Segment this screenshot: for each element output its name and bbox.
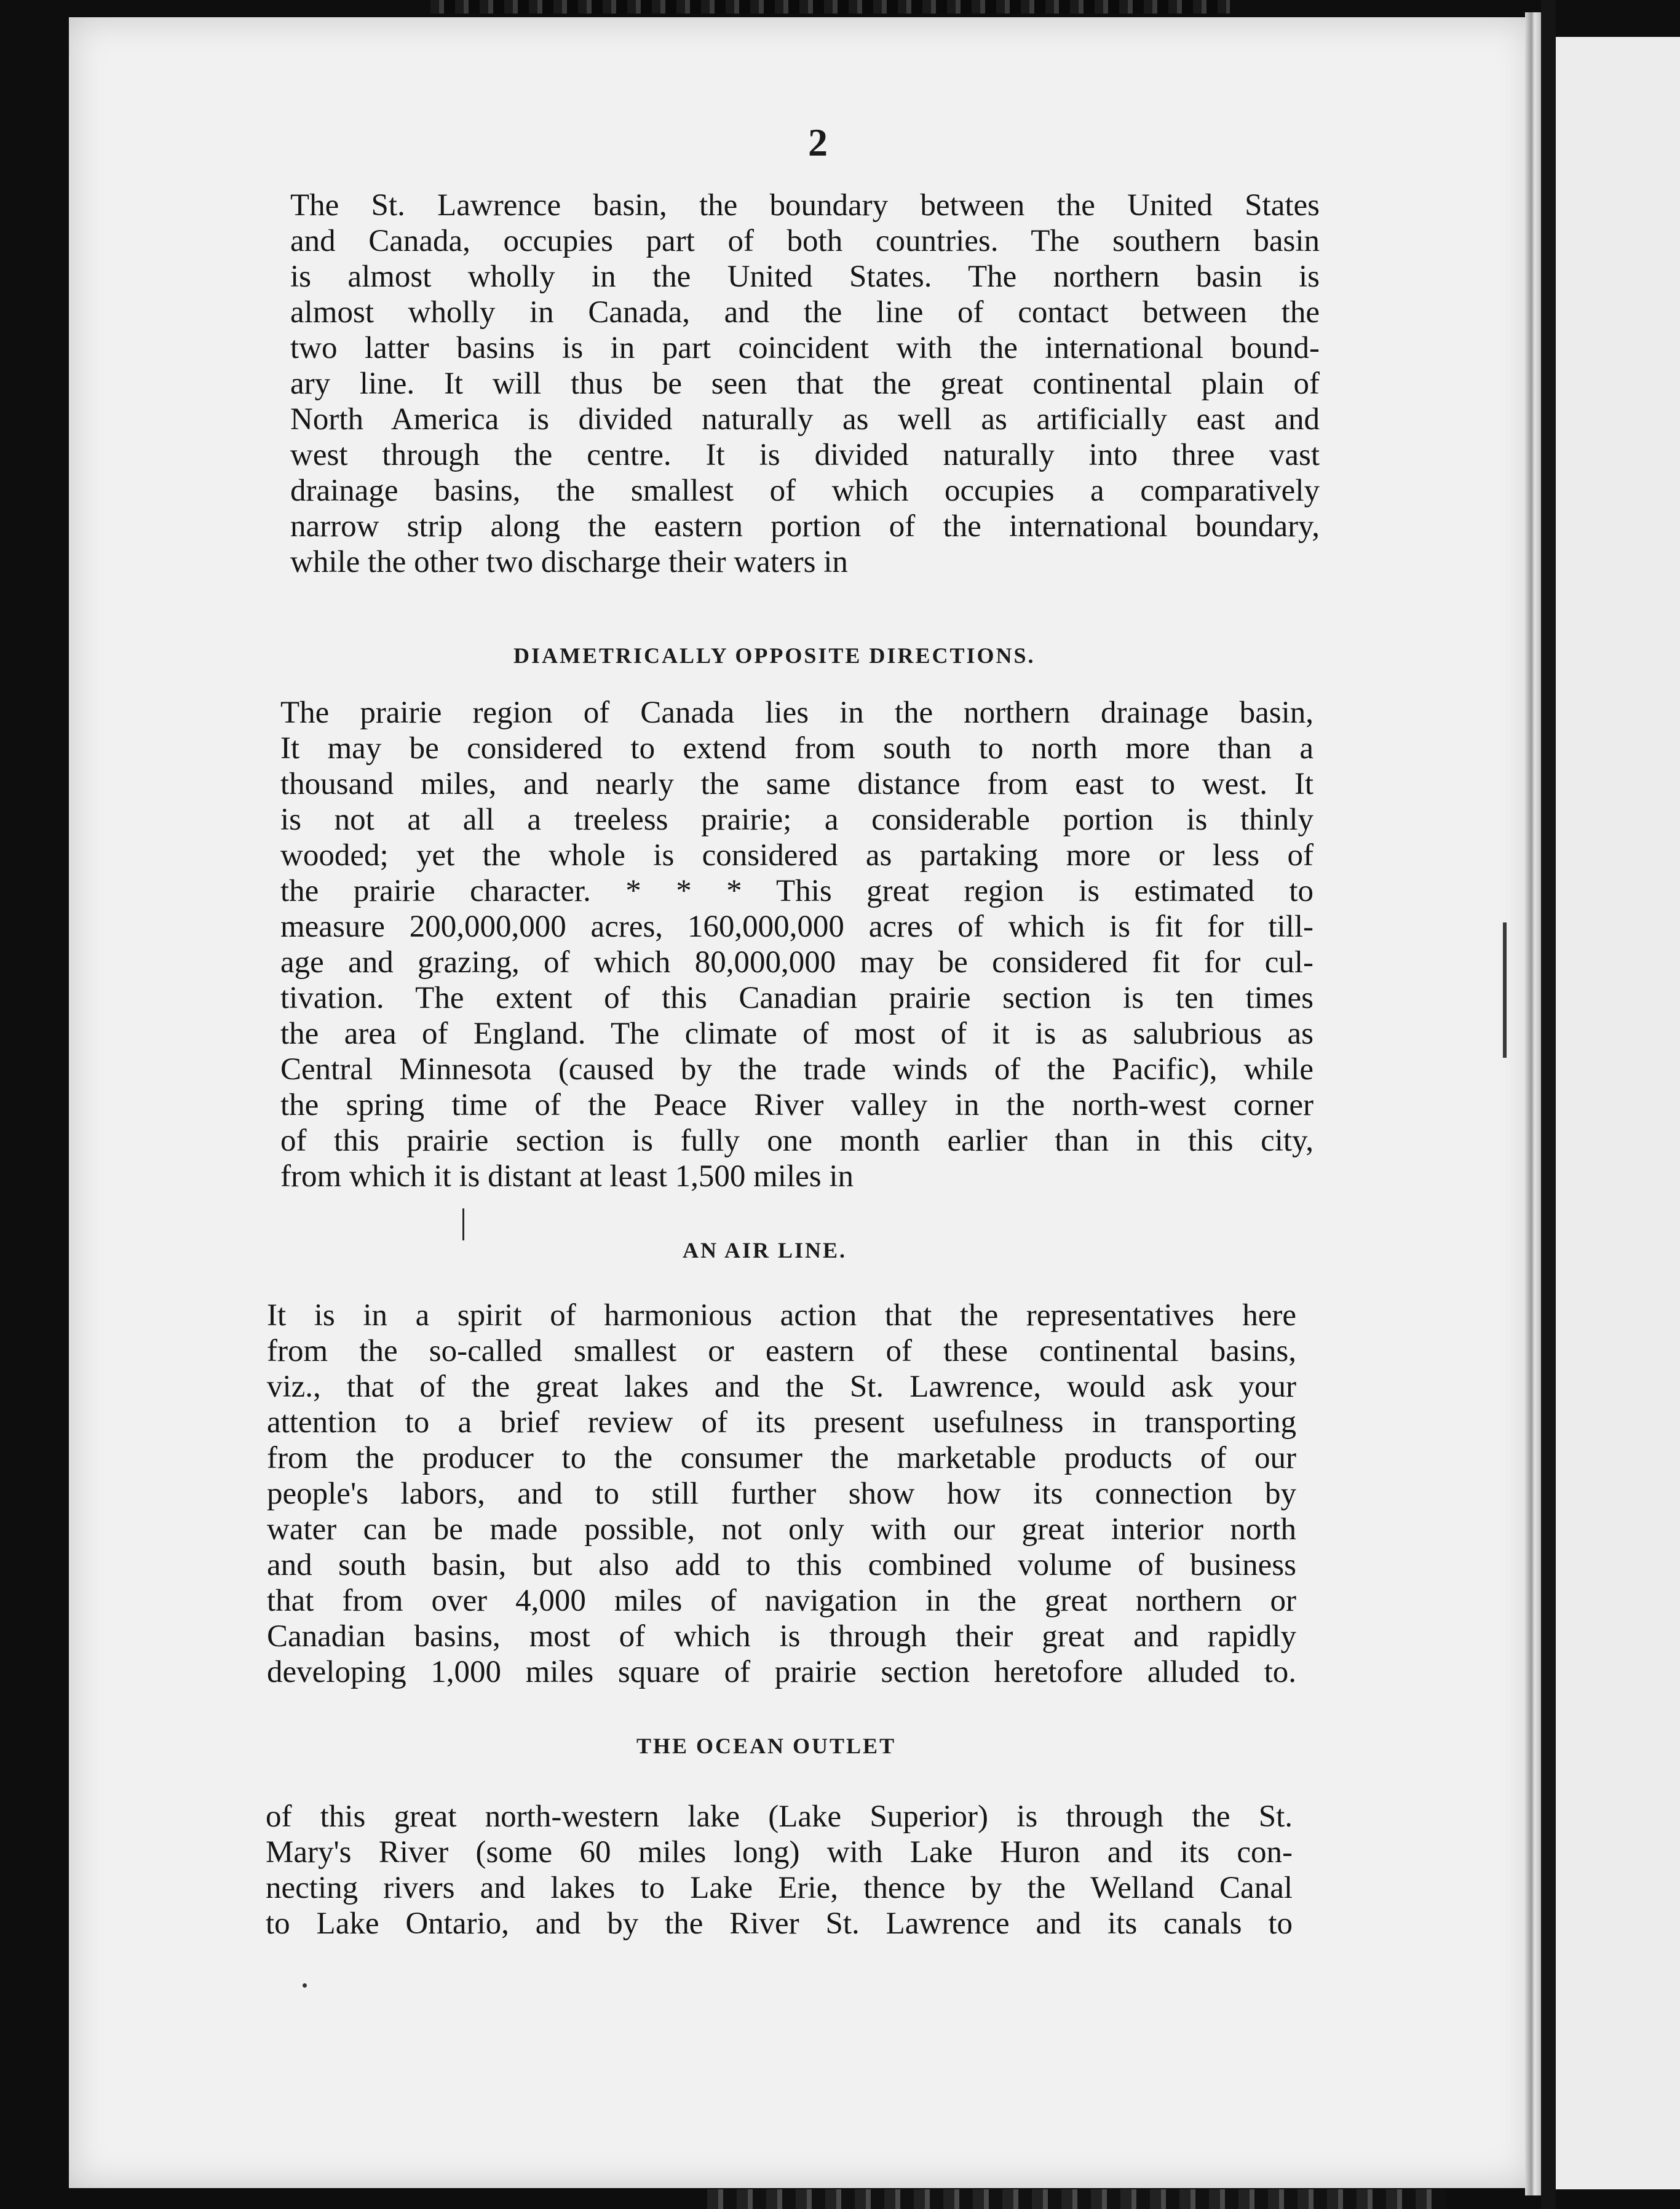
text-line: viz., that of the great lakes and the St. Lawrence, would ask your <box>267 1370 1296 1404</box>
text-line: age and grazing, of which 80,000,000 may be considered fit for cul- <box>280 945 1313 980</box>
text-line: to Lake Ontario, and by the River St. Lawrence and its canals to <box>266 1906 1293 1941</box>
text-line: Canadian basins, most of which is through their great and rapidly <box>267 1619 1296 1654</box>
text-line: and Canada, occupies part of both countries. The southern basin <box>290 224 1320 258</box>
section-heading: DIAMETRICALLY OPPOSITE DIRECTIONS. <box>513 643 1036 668</box>
text-line: necting rivers and lakes to Lake Erie, thence by the Welland Canal <box>266 1871 1293 1905</box>
text-line: from the producer to the consumer the marketable products of our <box>267 1441 1296 1475</box>
scan-bottom-edge <box>707 2189 1445 2209</box>
scan-top-edge <box>430 0 1230 14</box>
text-line: and south basin, but also add to this combined volume of business <box>267 1548 1296 1582</box>
text-line: two latter basins is in part coincident with the international bound- <box>290 331 1320 365</box>
text-line: It is in a spirit of harmonious action that the representatives here <box>267 1298 1296 1333</box>
section-heading: THE OCEAN OUTLET <box>636 1734 897 1758</box>
text-line: west through the centre. It is divided naturally into three vast <box>290 438 1320 472</box>
text-line: is almost wholly in the United States. The northern basin is <box>290 260 1320 294</box>
text-line: measure 200,000,000 acres, 160,000,000 acres of which is fit for till- <box>280 910 1313 944</box>
text-line: It may be considered to extend from south to north more than a <box>280 731 1313 766</box>
text-line: narrow strip along the eastern portion of the international boundary, <box>290 509 1320 544</box>
text-line: almost wholly in Canada, and the line of contact between the <box>290 295 1320 330</box>
text-line: from the so-called smallest or eastern of these continental basins, <box>267 1334 1296 1368</box>
text-line: The prairie region of Canada lies in the northern drainage basin, <box>280 696 1313 730</box>
paragraph-3 <box>267 1298 1296 1690</box>
text-line: wooded; yet the whole is considered as partaking more or less of <box>280 838 1313 873</box>
text-line: from which it is distant at least 1,500 miles in <box>280 1159 854 1194</box>
text-line: Mary's River (some 60 miles long) with Lake Huron and its con- <box>266 1835 1293 1870</box>
facing-page <box>1556 37 1680 2189</box>
text-line: while the other two discharge their waters in <box>290 545 848 579</box>
spine-shadow <box>1503 922 1507 1058</box>
text-line: ary line. It will thus be seen that the great continental plain of <box>290 367 1320 401</box>
page-edge <box>1525 12 1541 2195</box>
text-line: is not at all a treeless prairie; a considerable portion is thinly <box>280 803 1313 837</box>
text-line: water can be made possible, not only with our great interior north <box>267 1512 1296 1547</box>
book-gutter <box>1541 0 1556 2209</box>
text-line: the prairie character. * * * This great region is estimated to <box>280 874 1313 908</box>
stray-ink-dot <box>303 1983 307 1988</box>
paragraph-1 <box>290 188 1320 580</box>
text-line: tivation. The extent of this Canadian prairie section is ten times <box>280 981 1313 1015</box>
paragraph-4 <box>266 1799 1293 1941</box>
page-number: 2 <box>808 121 828 164</box>
text-line: drainage basins, the smallest of which occupies a comparatively <box>290 474 1320 508</box>
text-line: that from over 4,000 miles of navigation in the great northern or <box>267 1584 1296 1618</box>
text-line: attention to a brief review of its present usefulness in transporting <box>267 1405 1296 1440</box>
text-line: people's labors, and to still further show how its connection by <box>267 1477 1296 1511</box>
text-line: the spring time of the Peace River valley in the north-west corner <box>280 1088 1313 1122</box>
text-line: Central Minnesota (caused by the trade winds of the Pacific), while <box>280 1052 1313 1087</box>
paragraph-2 <box>280 695 1313 1194</box>
text-line: North America is divided naturally as well as artificially east and <box>290 402 1320 437</box>
section-heading: AN AIR LINE. <box>683 1238 847 1263</box>
text-line: of this prairie section is fully one month earlier than in this city, <box>280 1124 1313 1158</box>
text-line: thousand miles, and nearly the same distance from east to west. It <box>280 767 1313 801</box>
text-line: The St. Lawrence basin, the boundary between the United States <box>290 188 1320 223</box>
text-line: of this great north-western lake (Lake Superior) is through the St. <box>266 1799 1293 1834</box>
text-line: developing 1,000 miles square of prairie section heretofore alluded to. <box>267 1655 1296 1689</box>
stray-ink-mark <box>462 1208 464 1240</box>
text-line: the area of England. The climate of most of it is as salubrious as <box>280 1017 1313 1051</box>
